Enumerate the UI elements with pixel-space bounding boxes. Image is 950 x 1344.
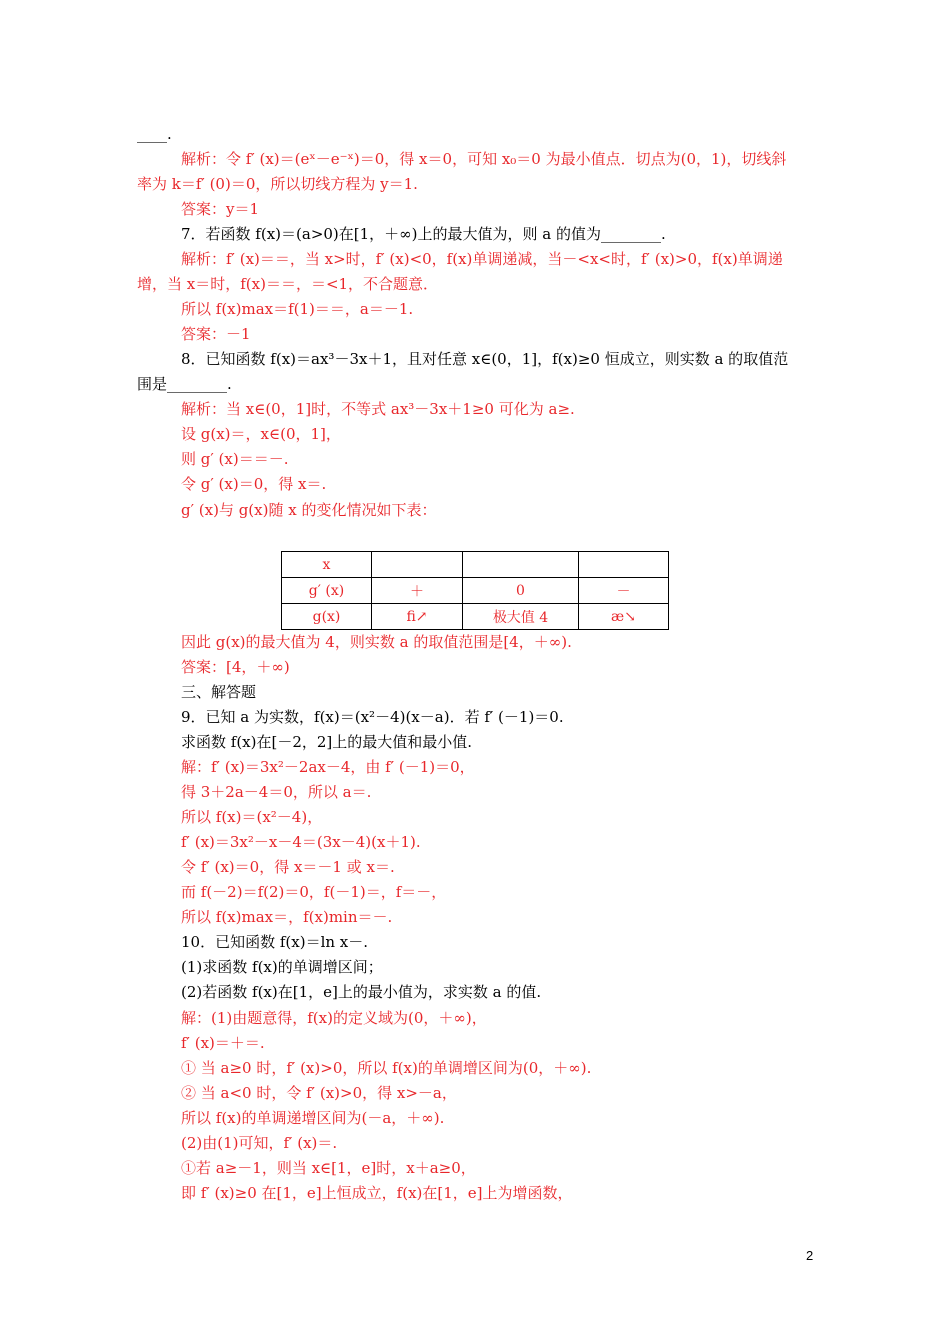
table-cell: ＋ [372,578,463,604]
table-row [282,604,669,630]
text-line: 解：(1)由题意得，f(x)的定义域为(0，＋∞)， [181,1009,487,1027]
text-line: 9．已知 a 为实数，f(x)＝(x²－4)(x－a)．若 f′ (－1)＝0. [181,708,564,726]
text-line: 三、解答题 [181,683,257,701]
text-line: 答案：[4，＋∞) [181,658,290,676]
text-line: 解析：令 f′ (x)＝(eˣ－e⁻ˣ)＝0，得 x＝0，可知 x₀＝0 为最小值点．切点为(0，1)，切线斜 [181,150,787,168]
table-cell: æ↘ [579,604,669,630]
table-cell: 极大值 4 [463,604,579,630]
text-line: 答案：－1 [181,325,251,343]
table-cell: x [282,552,372,578]
variation-table [281,551,669,630]
text-line: 7．若函数 f(x)＝(a>0)在[1，＋∞)上的最大值为，则 a 的值为________. [181,225,666,243]
text-line: 令 g′ (x)＝0，得 x＝. [181,475,327,493]
text-line: 所以 f(x)＝(x²－4)， [181,808,323,826]
text-line: 因此 g(x)的最大值为 4，则实数 a 的取值范围是[4，＋∞). [181,633,572,651]
text-line: 所以 f(x)max＝，f(x)min＝－. [181,908,393,926]
text-line: 所以 f(x)max＝f(1)＝＝，a＝－1. [181,300,414,318]
table-row [282,578,669,604]
text-line: 解析：当 x∈(0，1]时，不等式 ax³－3x＋1≥0 可化为 a≥. [181,400,575,418]
text-line: 令 f′ (x)＝0，得 x＝－1 或 x＝. [181,858,395,876]
page-number: 2 [806,1248,814,1263]
text-line: 10．已知函数 f(x)＝ln x－. [181,933,369,951]
table-row [282,552,669,578]
text-line: 所以 f(x)的单调递增区间为(－a，＋∞). [181,1109,445,1127]
text-line: (1)求函数 f(x)的单调增区间； [181,958,383,976]
table-cell: g′ (x) [282,578,372,604]
text-line: 围是________. [137,375,232,393]
table-cell [372,552,463,578]
text-line: (2)若函数 f(x)在[1，e]上的最小值为，求实数 a 的值. [181,983,542,1001]
text-line: 增，当 x＝时，f(x)＝＝，＝<1，不合题意． [137,275,439,293]
table-cell: － [579,578,669,604]
text-line: ① 当 a≥0 时，f′ (x)>0，所以 f(x)的单调增区间为(0，＋∞). [181,1059,592,1077]
text-line: ____. [137,125,172,143]
text-line: 答案：y＝1 [181,200,260,218]
text-line: g′ (x)与 g(x)随 x 的变化情况如下表： [181,501,437,519]
text-line: 解：f′ (x)＝3x²－2ax－4，由 f′ (－1)＝0， [181,758,475,776]
text-line: 得 3＋2a－4＝0，所以 a＝. [181,783,372,801]
text-line: 8．已知函数 f(x)＝ax³－3x＋1，且对任意 x∈(0，1]，f(x)≥0 恒成立，则实数 a 的取值范 [181,350,789,368]
text-line: 率为 k＝f′ (0)＝0，所以切线方程为 y＝1. [137,175,418,193]
text-line: f′ (x)＝3x²－x－4＝(3x－4)(x＋1). [181,833,421,851]
table-cell [579,552,669,578]
text-line: 即 f′ (x)≥0 在[1，e]上恒成立，f(x)在[1，e]上为增函数， [181,1184,573,1202]
table-cell: 0 [463,578,579,604]
text-line: (2)由(1)可知，f′ (x)＝. [181,1134,338,1152]
text-line: ② 当 a<0 时，令 f′ (x)>0，得 x>－a， [181,1084,457,1102]
text-line: 设 g(x)＝，x∈(0，1]， [181,425,341,443]
text-line: ①若 a≥－1，则当 x∈[1，e]时，x＋a≥0， [181,1159,476,1177]
table-cell [463,552,579,578]
text-line: f′ (x)＝＋＝. [181,1034,265,1052]
text-line: 则 g′ (x)＝＝－. [181,450,289,468]
table-cell: g(x) [282,604,372,630]
table-cell: ﬁ↗ [372,604,463,630]
text-line: 求函数 f(x)在[－2，2]上的最大值和最小值. [181,733,473,751]
text-line: 而 f(－2)＝f(2)＝0，f(－1)＝，f＝－， [181,883,447,901]
text-line: 解析：f′ (x)＝＝，当 x>时，f′ (x)<0，f(x)单调递减，当－<x<时，f′ (x)>0，f(x)单调递 [181,250,783,268]
